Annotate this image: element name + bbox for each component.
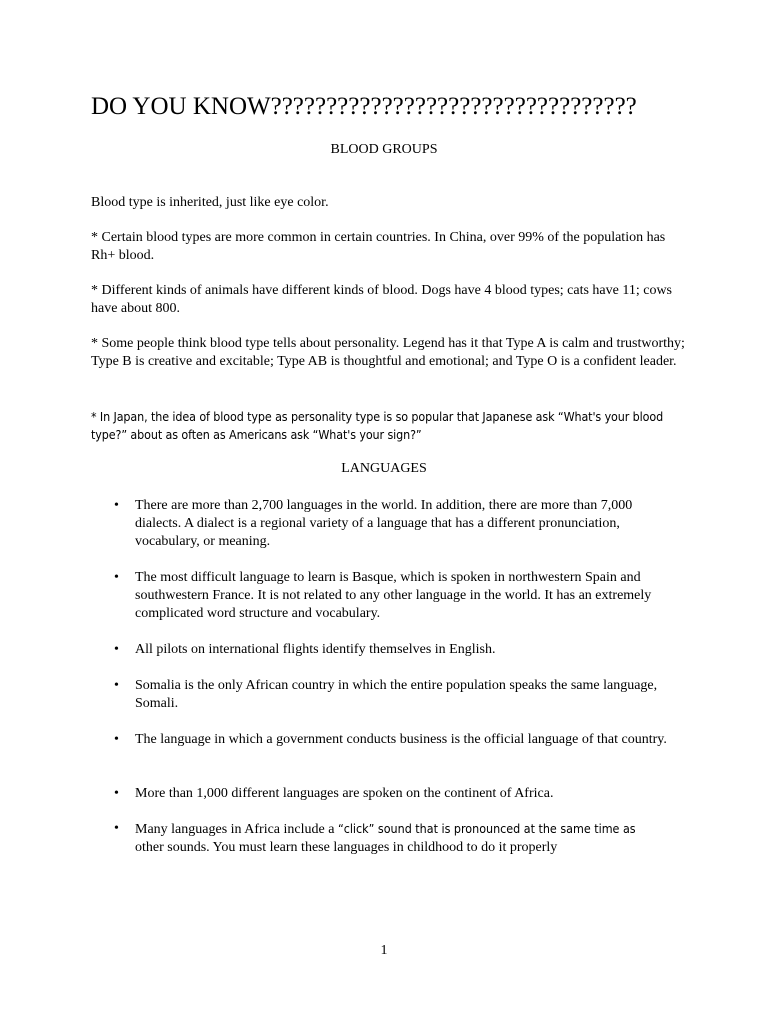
list-item-text-start: Many languages in Africa include a	[135, 822, 338, 837]
list-item-text: All pilots on international flights identify themselves in English.	[135, 642, 496, 657]
list-item-text: More than 1,000 different languages are spoken on the continent of Africa.	[135, 786, 554, 801]
bullet-icon: •	[114, 732, 119, 747]
bullet-icon: •	[114, 786, 119, 801]
blood-paragraph-3: * Different kinds of animals have different kinds of blood. Dogs have 4 blood types; cats have 11; cows have about 800.	[91, 283, 673, 316]
list-item-text: The language in which a government conducts business is the official language of that country.	[135, 732, 667, 747]
bullet-icon: •	[114, 821, 119, 836]
bullet-icon: •	[114, 570, 119, 585]
page-number: 1	[380, 943, 388, 958]
bullet-icon: •	[114, 678, 119, 693]
blood-groups-heading: BLOOD GROUPS	[330, 142, 438, 157]
blood-paragraph-1: Blood type is inherited, just like eye color.	[91, 195, 329, 210]
list-item-text: The most difficult language to learn is Basque, which is spoken in northwestern Spain and southwestern France. It is not related to any other language in the world. It has an extremely complicated word structure and vocabulary.	[135, 570, 652, 621]
list-item-text-alt-font: “click” sound that is pronounced at the same time as	[337, 821, 636, 836]
blood-paragraph-2: * Certain blood types are more common in certain countries. In China, over 99% of the population has Rh+ blood.	[91, 230, 666, 263]
list-item-text	[135, 820, 675, 857]
list-item-text: Somalia is the only African country in which the entire population speaks the same language, Somali.	[135, 678, 658, 711]
list-item-text-end: other sounds. You must learn these languages in childhood to do it properly	[135, 840, 558, 855]
bullet-icon: •	[114, 498, 119, 513]
languages-heading: LANGUAGES	[341, 461, 427, 476]
blood-paragraph-4: * Some people think blood type tells about personality. Legend has it that Type A is calm and trustworthy; Type B is creative and excitable; Type AB is thoughtful and emotional; and Type O is a confident leader.	[91, 336, 685, 369]
blood-paragraph-5: * In Japan, the idea of blood type as personality type is so popular that Japanese ask “What's your blood type?” about as often as Americans ask “What's your sign?”	[91, 409, 664, 442]
bullet-icon: •	[114, 642, 119, 657]
document-title: DO YOU KNOW?????????????????????????????????	[91, 93, 637, 120]
list-item-text: There are more than 2,700 languages in the world. In addition, there are more than 7,000 dialects. A dialect is a regional variety of a language that has a different pronunciation, vocabulary, or meaning.	[135, 498, 633, 549]
